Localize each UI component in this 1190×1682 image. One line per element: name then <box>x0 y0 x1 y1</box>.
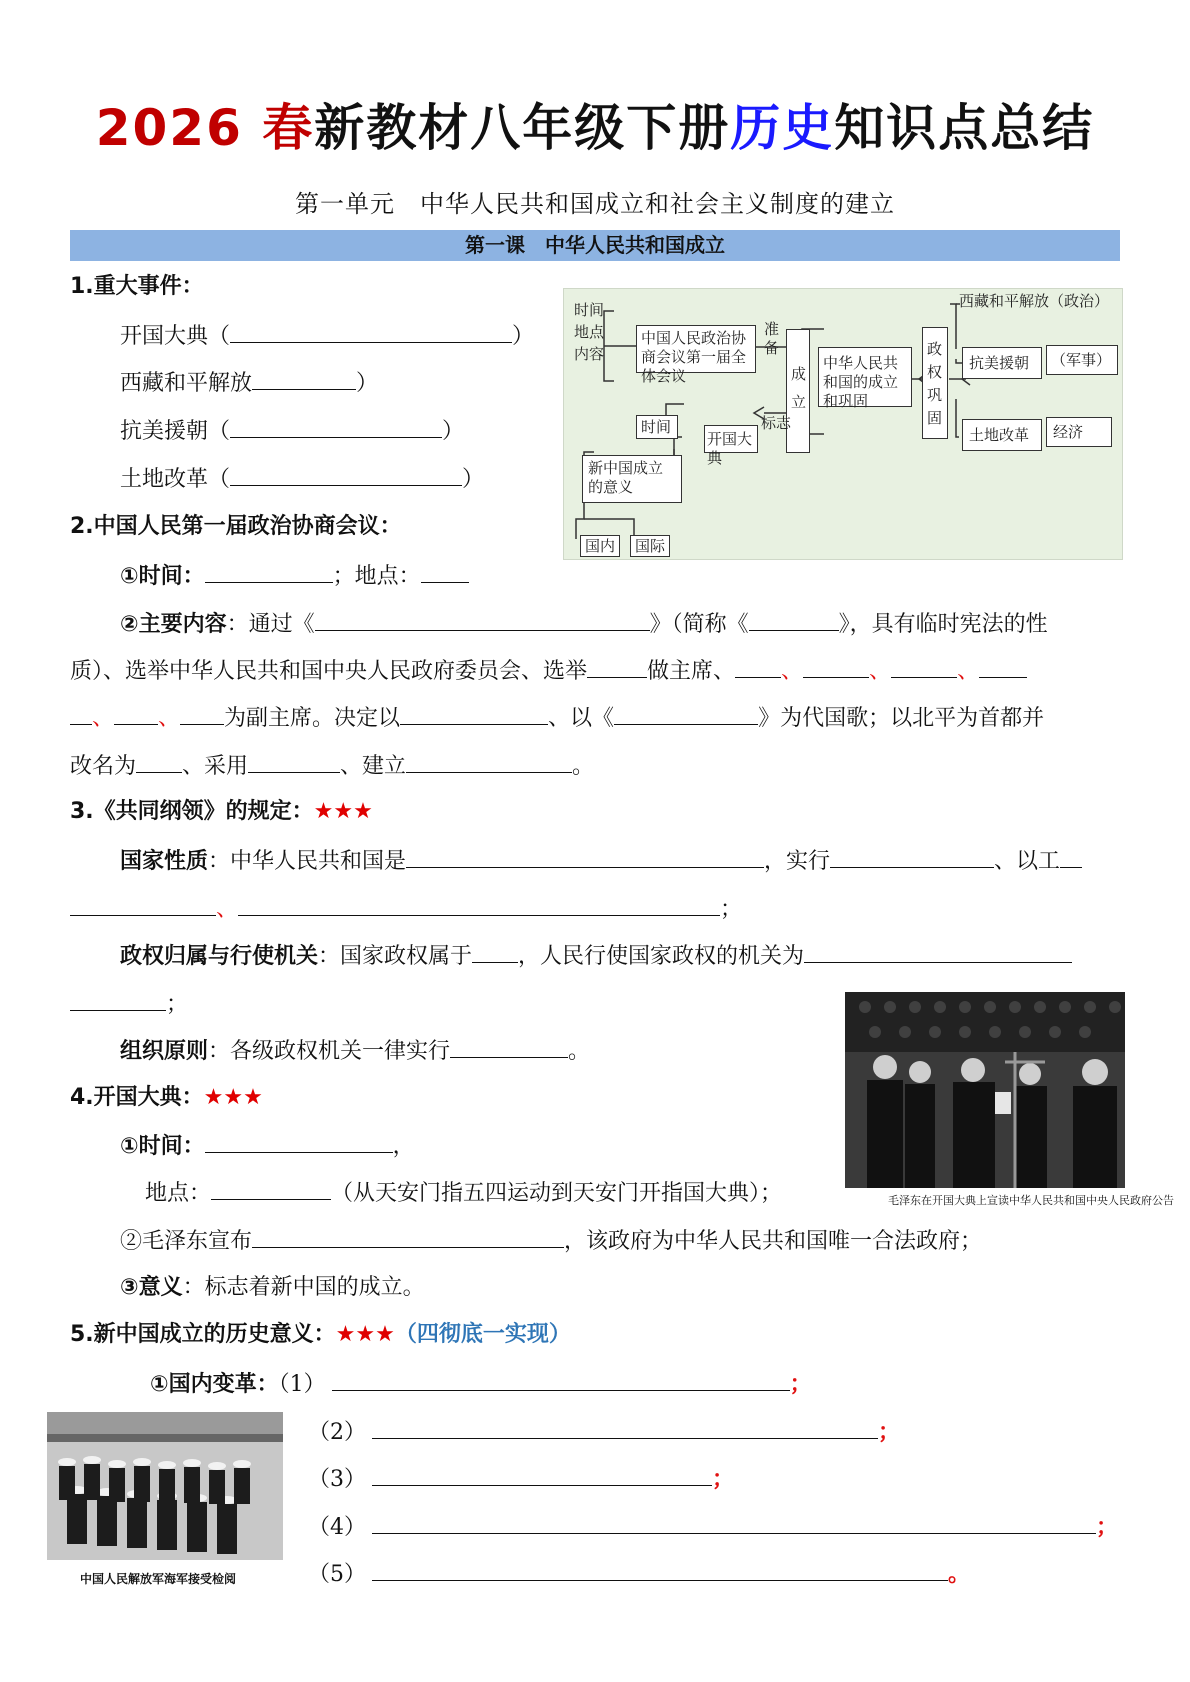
blank <box>211 1177 331 1200</box>
s2-time-row <box>120 560 469 592</box>
s5-row-4 <box>308 1511 1118 1543</box>
founding-ceremony-caption: 毛泽东在开国大典上宣读中华人民共和国中央人民政府公告 <box>888 1194 1174 1207</box>
text: 》，具有临时宪法的性 <box>838 612 1048 637</box>
diagram-kmyc-box: 抗美援朝 <box>962 347 1042 379</box>
blank <box>749 608 839 631</box>
s1-item-label: 土地改革（ <box>120 467 231 492</box>
text: ，人民行使国家政权的机关为 <box>518 944 805 969</box>
s5-item-number: （5） <box>308 1562 366 1587</box>
text: 、以工 <box>994 849 1061 874</box>
s1-item-end: ） <box>462 467 485 492</box>
diagram-center-box: 中华人民共和国的成立和巩固 <box>818 347 912 407</box>
title-spring: 春 <box>262 99 315 157</box>
blank <box>1060 845 1082 868</box>
diagram-significance-box: 新中国成立的意义 <box>582 455 682 503</box>
text: ，实行 <box>764 849 831 874</box>
separator: 、 <box>158 706 181 731</box>
blank <box>252 367 356 390</box>
s1-item-end: ） <box>512 324 535 349</box>
s5-item-end: ； <box>1096 1515 1119 1540</box>
s4-heading-row <box>70 1083 263 1113</box>
s4-declare-row <box>120 1225 982 1257</box>
s5-item-end: ； <box>789 1372 812 1397</box>
diagram-label: 地点 <box>574 323 605 341</box>
blank <box>804 940 1072 963</box>
s2-heading: 2.中国人民第一届政治协商会议： <box>70 514 402 539</box>
diagram-economy-box: 经济 <box>1046 417 1112 447</box>
diagram-establish-box: 成立 <box>786 329 810 453</box>
s5-item-end: 。 <box>948 1562 971 1587</box>
s1-item-end: ） <box>442 419 465 444</box>
s5-heading: 5.新中国成立的历史意义： <box>70 1322 336 1347</box>
blank <box>252 1225 564 1248</box>
blank <box>735 655 781 678</box>
text: ：标志着新中国的成立。 <box>182 1275 425 1300</box>
blank <box>372 1511 1096 1534</box>
blank <box>70 702 92 725</box>
s3-heading-row <box>70 797 373 827</box>
title-part1: 新教材八年级下册 <box>314 99 731 157</box>
s4-heading: 4.开国大典： <box>70 1085 204 1110</box>
s4-time-label: ①时间： <box>120 1134 205 1159</box>
text: ：各级政权机关一律实行 <box>208 1039 451 1064</box>
blank <box>315 608 650 631</box>
s1-item-tibet <box>120 367 378 399</box>
text: 、采用 <box>182 754 249 779</box>
s2-content-row4 <box>70 750 594 782</box>
navy-review-caption: 中国人民解放军海军接受检阅 <box>80 1572 237 1586</box>
blank <box>372 1416 878 1439</box>
blank <box>979 655 1027 678</box>
blank <box>372 1558 948 1581</box>
text: ②毛泽东宣布 <box>120 1229 253 1254</box>
diagram-time-place-content <box>574 299 604 365</box>
blank <box>587 655 647 678</box>
importance-stars: ★★★ <box>203 1085 263 1110</box>
blank <box>205 560 333 583</box>
lesson-title-band: 第一课 中华人民共和国成立 <box>70 230 1120 261</box>
s4-meaning-row <box>120 1273 425 1303</box>
diagram-domestic-box: 国内 <box>580 535 620 557</box>
blank <box>891 655 957 678</box>
s2-content-row1 <box>120 608 1048 640</box>
s4-place-label: 地点： <box>145 1181 212 1206</box>
blank <box>70 988 166 1011</box>
blank <box>238 893 720 916</box>
text: 》（简称《 <box>649 612 749 637</box>
s1-item-kmyc <box>120 415 464 447</box>
text: 。 <box>572 754 595 779</box>
s1-item-land <box>120 463 484 495</box>
founding-ceremony-photo <box>845 992 1125 1188</box>
separator: 、 <box>957 659 980 684</box>
title-part2: 知识点总结 <box>834 99 1095 157</box>
s3-power-row2 <box>70 988 188 1020</box>
blank <box>803 655 869 678</box>
text: 》为代国歌；以北平为首都并 <box>758 706 1045 731</box>
diagram-time-box: 时间 <box>636 415 678 439</box>
title-subject: 历史 <box>730 99 835 157</box>
s4-time-row <box>120 1130 415 1162</box>
diagram-consolidate-box: 政权巩固 <box>922 327 948 439</box>
text: 改名为 <box>70 754 137 779</box>
text: ； <box>166 992 189 1017</box>
blank <box>332 1368 790 1391</box>
s2-content-label: ②主要内容 <box>120 612 227 637</box>
diagram-military-box: （军事） <box>1046 345 1118 375</box>
blank <box>830 845 994 868</box>
text: 。 <box>568 1039 591 1064</box>
separator: 、 <box>92 706 115 731</box>
s3-power-label: 政权归属与行使机关 <box>120 944 319 969</box>
s3-org-label: 组织原则 <box>120 1039 209 1064</box>
s3-nature-row2 <box>70 893 742 925</box>
s5-item-end: ； <box>878 1420 901 1445</box>
page-title <box>0 88 1190 160</box>
blank <box>70 893 216 916</box>
s2-place-label: ；地点： <box>332 564 421 589</box>
s3-power-row1 <box>120 940 1072 972</box>
blank <box>406 845 764 868</box>
knowledge-diagram <box>563 288 1123 560</box>
s5-item-number: （3） <box>308 1467 366 1492</box>
s1-item-end: ） <box>356 371 379 396</box>
s3-nature-row1 <box>120 845 1082 877</box>
diagram-label: 时间 <box>574 301 605 319</box>
text: 质）、选举中华人民共和国中央人民政府委员会、选举 <box>70 659 588 684</box>
blank <box>230 463 462 486</box>
s1-heading: 1.重大事件： <box>70 274 204 299</box>
importance-stars: ★★★ <box>313 799 373 824</box>
s4-place-note: （从天安门指五四运动到天安门开指国大典）； <box>331 1181 783 1206</box>
text: 、以《 <box>548 706 615 731</box>
diagram-prepare: 准备 <box>764 320 780 357</box>
blank <box>205 1130 393 1153</box>
diagram-ceremony-box: 开国大典 <box>704 425 758 453</box>
s4-place-row <box>145 1177 782 1209</box>
text: ， <box>392 1134 415 1159</box>
s1-item-label: 抗美援朝（ <box>120 419 231 444</box>
s1-item-label: 开国大典（ <box>120 324 231 349</box>
diagram-label: 内容 <box>574 345 605 363</box>
blank <box>230 320 512 343</box>
s5-domestic-label: ①国内变革： <box>150 1372 279 1397</box>
blank <box>400 702 548 725</box>
photo-illustration <box>845 992 1125 1188</box>
s2-time-label: ①时间： <box>120 564 205 589</box>
s2-content-row2 <box>70 655 1027 687</box>
separator: 、 <box>216 897 239 922</box>
text: ：国家政权属于 <box>318 944 473 969</box>
text: ； <box>720 897 743 922</box>
s5-item-number: （4） <box>308 1515 366 1540</box>
blank <box>450 1035 568 1058</box>
blank <box>114 702 158 725</box>
diagram-sign: 标志 <box>761 414 792 432</box>
text: ：中华人民共和国是 <box>208 849 407 874</box>
s3-org-row <box>120 1035 590 1067</box>
importance-stars: ★★★ <box>335 1322 395 1347</box>
text: ：通过《 <box>226 612 315 637</box>
diagram-cppcc-box: 中国人民政治协商会议第一届全体会议 <box>636 325 756 373</box>
s3-nature-label: 国家性质 <box>120 849 209 874</box>
blank <box>136 750 182 773</box>
photo-illustration <box>47 1412 283 1560</box>
text: ，该政府为中华人民共和国唯一合法政府； <box>564 1229 983 1254</box>
s1-item-ceremony <box>120 320 534 352</box>
s2-content-row3 <box>70 702 1044 734</box>
s5-item-end: ； <box>712 1467 735 1492</box>
s5-row-3 <box>308 1463 734 1495</box>
s5-heading-row <box>70 1320 571 1350</box>
blank <box>614 702 758 725</box>
unit-title: 第一单元 中华人民共和国成立和社会主义制度的建立 <box>295 190 895 218</box>
blank <box>230 415 442 438</box>
text: 、建立 <box>340 754 407 779</box>
s5-item-number: （1） <box>278 1372 326 1397</box>
s5-note: （四彻底一实现） <box>394 1322 571 1347</box>
title-year: 2026 <box>95 99 243 157</box>
separator: 、 <box>869 659 892 684</box>
blank <box>248 750 340 773</box>
separator: 、 <box>781 659 804 684</box>
s4-meaning-label: ③意义 <box>120 1275 183 1300</box>
blank <box>372 1463 712 1486</box>
s5-row-1 <box>150 1368 812 1400</box>
diagram-international-box: 国际 <box>630 535 670 557</box>
s5-row-5 <box>308 1558 970 1590</box>
navy-review-photo <box>47 1412 283 1560</box>
s3-heading: 3.《共同纲领》的规定： <box>70 799 314 824</box>
blank <box>406 750 572 773</box>
s1-item-label: 西藏和平解放 <box>120 371 253 396</box>
blank <box>472 940 518 963</box>
text: 为副主席。决定以 <box>224 706 401 731</box>
s5-item-number: （2） <box>308 1420 366 1445</box>
s5-row-2 <box>308 1416 900 1448</box>
diagram-tibet: 西藏和平解放（政治） <box>959 292 1110 310</box>
blank <box>421 560 469 583</box>
blank <box>180 702 224 725</box>
diagram-land-box: 土地改革 <box>962 419 1042 451</box>
text: 做主席、 <box>647 659 736 684</box>
